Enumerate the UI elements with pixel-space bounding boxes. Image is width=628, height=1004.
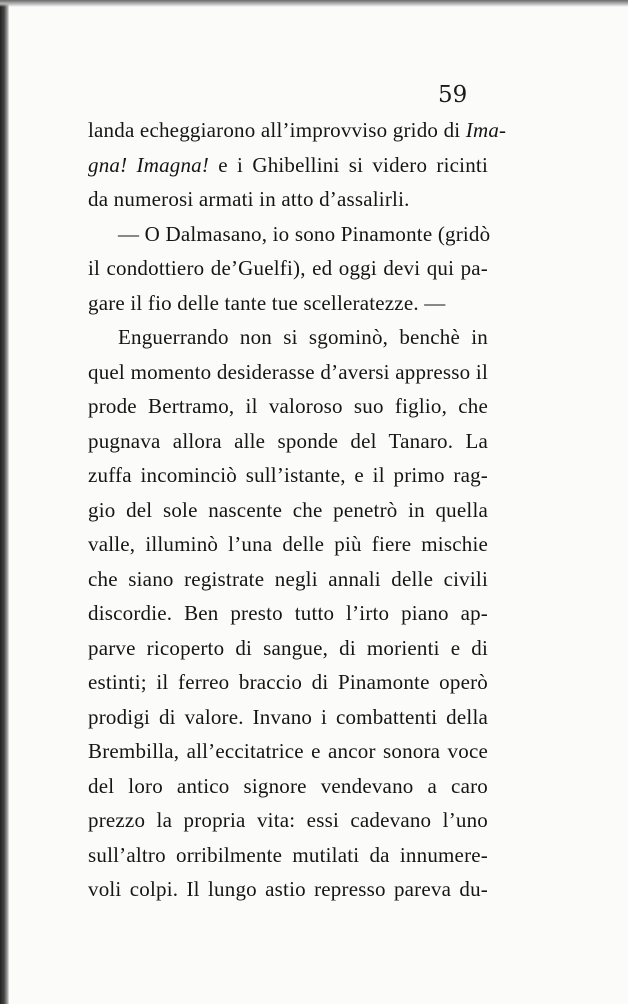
text-line: [88, 769, 488, 804]
text-line: [88, 596, 488, 631]
text-segment: quel momento desiderasse d’aversi appresso il: [88, 359, 488, 384]
text-line: [88, 665, 488, 700]
text-line: [88, 527, 488, 562]
text-line: [88, 389, 488, 424]
text-segment: gare il fio delle tante tue scelleratezze. —: [88, 290, 446, 315]
page-number: 59: [438, 82, 468, 108]
paragraph: [88, 320, 488, 907]
text-segment: parve ricoperto di sangue, di morienti e di: [88, 635, 488, 660]
text-segment: il condottiero de’Guelfi), ed oggi devi qui pa-: [88, 256, 488, 280]
text-segment: — O Dalmasano, io sono Pinamonte (gridò: [118, 221, 491, 246]
text-line: [88, 320, 488, 355]
text-line: [88, 217, 491, 252]
paragraph: [88, 113, 507, 217]
text-segment: gio del sole nascente che penetrò in quella: [88, 497, 488, 522]
text-segment: del loro antico signore vendevano a caro: [88, 773, 488, 798]
text-segment: prode Bertramo, il valoroso suo figlio, che: [88, 394, 488, 418]
text-line: [88, 458, 488, 493]
text-line: [88, 148, 488, 183]
text-segment: Enguerrando non si sgominò, benchè in: [118, 325, 488, 349]
binding-edge: [0, 0, 9, 1004]
text-segment: prezzo la propria vita: essi cadevano l’uno: [88, 808, 488, 832]
text-line: [88, 562, 488, 597]
text-line: [88, 493, 488, 528]
text-segment: zuffa incominciò sull’istante, e il primo rag-: [88, 463, 488, 487]
text-segment: prodigi di valore. Invano i combattenti della: [88, 704, 488, 729]
text-line: [88, 355, 488, 390]
text-line: [88, 838, 488, 873]
italic-text: Ima-: [465, 118, 507, 142]
text-segment: discordie. Ben presto tutto l’irto piano ap-: [88, 601, 488, 625]
text-line: [88, 251, 488, 286]
text-segment: pugnava allora alle sponde del Tanaro. La: [88, 428, 488, 453]
text-line: [88, 182, 488, 217]
text-segment: landa echeggiarono all’improvviso grido di: [88, 118, 466, 142]
text-segment: valle, illuminò l’una delle più fiere mischie: [88, 532, 488, 556]
body-text: [88, 113, 507, 907]
text-line: [88, 803, 488, 838]
text-line: [88, 286, 488, 321]
page-top-edge: [0, 0, 628, 7]
text-segment: estinti; il ferreo braccio di Pinamonte operò: [88, 670, 488, 694]
text-segment: e i Ghibellini si videro ricinti: [209, 152, 488, 177]
text-segment: sull’altro orribilmente mutilati da innumere-: [88, 842, 488, 867]
text-segment: da numerosi armati in atto d’assalirli.: [88, 187, 410, 211]
paragraph: [88, 217, 491, 321]
text-line: [88, 424, 488, 459]
italic-text: gna! Imagna!: [88, 152, 210, 177]
text-segment: che siano registrate negli annali delle civili: [88, 566, 488, 591]
text-line: [88, 631, 488, 666]
text-line: [88, 734, 488, 769]
text-segment: voli colpi. Il lungo astio represso pareva du-: [88, 877, 488, 901]
text-line: [88, 700, 488, 735]
text-line: [88, 872, 488, 907]
text-segment: Brembilla, all’eccitatrice e ancor sonora voce: [88, 739, 488, 763]
text-line: [88, 113, 507, 148]
